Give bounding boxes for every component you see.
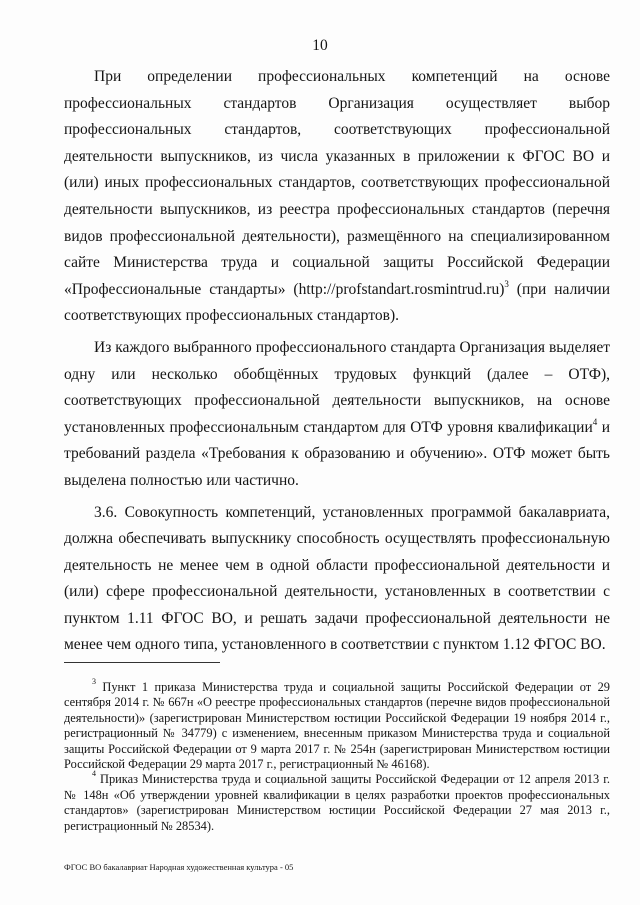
page-number: 10 — [312, 37, 328, 54]
paragraph-professional-standards-selection — [64, 64, 610, 330]
footnote-marker: 4 — [92, 769, 96, 779]
paragraph-text: Из каждого выбранного профессионального стандарта Организация выделяет одну или несколько обобщённых трудовых функций (далее – ОТФ), соответствующих профессиональной деятельности выпускников, на основе установленных профессиональным стандартом для ОТФ уровня квалификации — [64, 338, 610, 436]
paragraph-3-6 — [64, 500, 610, 660]
footnote-reference: 3 — [504, 278, 509, 289]
footnote-text: Пункт 1 приказа Министерства труда и социальной защиты Российской Федерации от 29 сентября 2014 г. № 667н «О реестре профессиональных стандартов (перечне видов профессиональной деятельности)» (зарегистрирован Министерством юстиции Российской Федерации 19 ноября 2014 г., регистрационный № 34779) с изменением, внесенным приказом Министерства труда и социальной защиты Российской Федерации от 9 марта 2017 г. № 254н (зарегистрирован Министерством юстиции Российской Федерации 29 марта 2017 г., регистрационный № 46168). — [64, 680, 610, 772]
footnote-marker: 3 — [92, 676, 96, 686]
paragraph-text-continued: (при наличии соответствующих профессиональных стандартов). — [64, 280, 610, 325]
paragraph-text: При определении профессиональных компетенций на основе профессиональных стандартов Организация осуществляет выбор профессиональных стандартов, соответствующих профессиональной деятельности выпускников, из числа указанных в приложении к ФГОС ВО и (или) иных профессиональных стандартов, соответствующих профессиональной деятельности выпускников, из реестра профессиональных стандартов (перечня видов профессиональной деятельности), размещённого на специализированном сайте Министерства труда и социальной защиты Российской Федерации «Профессиональные стандарты» (http://profstandart.rosmintrud.ru) — [64, 68, 610, 298]
main-text — [64, 64, 610, 659]
paragraph-otf-selection — [64, 335, 610, 495]
footnote-4 — [64, 769, 610, 834]
page-footer: ФГОС ВО бакалавриат Народная художественная культура - 05 — [64, 862, 294, 872]
paragraph-text: 3.6. Совокупность компетенций, установленных программой бакалавриата, должна обеспечивать выпускнику способность осуществлять профессиональную деятельность не менее чем в одной области профессиональной деятельности и (или) сфере профессиональной деятельности, установленных в соответствии с пунктом 1.11 ФГОС ВО, и решать задачи профессиональной деятельности не менее чем одного типа, установленного в соответствии с пунктом 1.12 ФГОС ВО. — [64, 503, 610, 654]
footnote-3 — [64, 676, 610, 772]
footnote-text: Приказ Министерства труда и социальной защиты Российской Федерации от 12 апреля 2013 г. № 148н «Об утверждении уровней квалификации в целях разработки проектов профессиональных стандартов» (зарегистрирован Министерством юстиции Российской Федерации 27 мая 2013 г., регистрационный № 28534). — [64, 772, 610, 833]
footnote-reference: 4 — [592, 416, 598, 427]
footnote-divider — [64, 662, 220, 663]
paragraph-text-continued: и требований раздела «Требования к образованию и обучению». ОТФ может быть выделена полностью или частично. — [64, 418, 611, 489]
footnotes — [64, 676, 610, 834]
